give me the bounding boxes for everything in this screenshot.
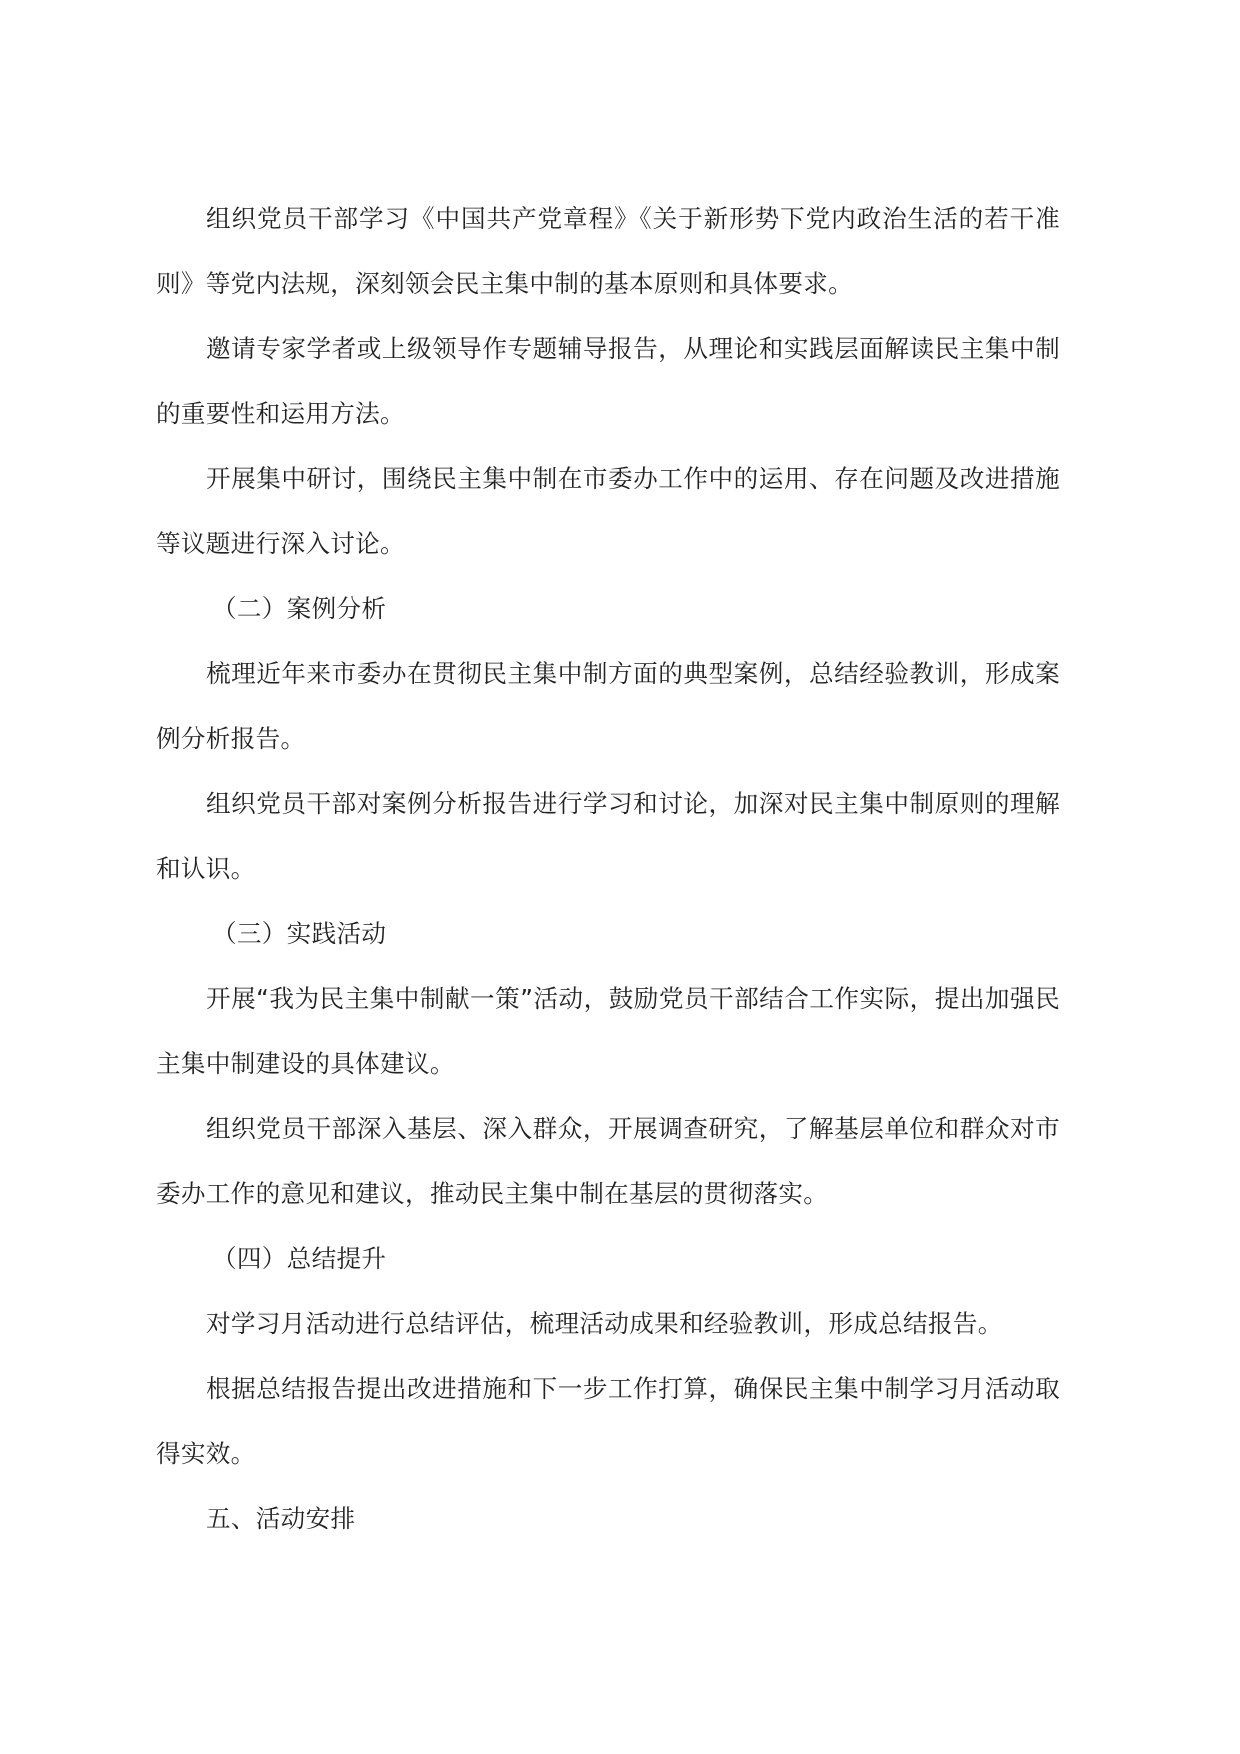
paragraph-case-review: 梳理近年来市委办在贯彻民主集中制方面的典型案例，总结经验教训，形成案例分析报告。 (156, 659, 1060, 753)
document-body (156, 186, 1060, 1551)
paragraph-summary-evaluation: 对学习月活动进行总结评估，梳理活动成果和经验教训，形成总结报告。 (206, 1309, 1003, 1338)
subheading-case-analysis: （二）案例分析 (212, 594, 387, 623)
paragraph-study-regulations: 组织党员干部学习《中国共产党章程》《关于新形势下党内政治生活的若干准则》等党内法规，深刻领会民主集中制的基本原则和具体要求。 (156, 204, 1060, 298)
paragraph-improvement-measures: 根据总结报告提出改进措施和下一步工作打算，确保民主集中制学习月活动取得实效。 (156, 1374, 1060, 1468)
section-heading-activity-schedule: 五、活动安排 (206, 1504, 356, 1533)
paragraph-field-research: 组织党员干部深入基层、深入群众，开展调查研究，了解基层单位和群众对市委办工作的意见和建议，推动民主集中制在基层的贯彻落实。 (156, 1114, 1060, 1208)
paragraph-case-discussion: 组织党员干部对案例分析报告进行学习和讨论，加深对民主集中制原则的理解和认识。 (156, 789, 1060, 883)
paragraph-seminar: 开展集中研讨，围绕民主集中制在市委办工作中的运用、存在问题及改进措施等议题进行深入讨论。 (156, 464, 1060, 558)
paragraph-expert-lectures: 邀请专家学者或上级领导作专题辅导报告，从理论和实践层面解读民主集中制的重要性和运用方法。 (156, 334, 1060, 428)
subheading-practice-activities: （三）实践活动 (212, 919, 387, 948)
subheading-summary: （四）总结提升 (212, 1244, 387, 1273)
paragraph-suggestion-activity: 开展“我为民主集中制献一策”活动，鼓励党员干部结合工作实际，提出加强民主集中制建设的具体建议。 (156, 984, 1060, 1078)
